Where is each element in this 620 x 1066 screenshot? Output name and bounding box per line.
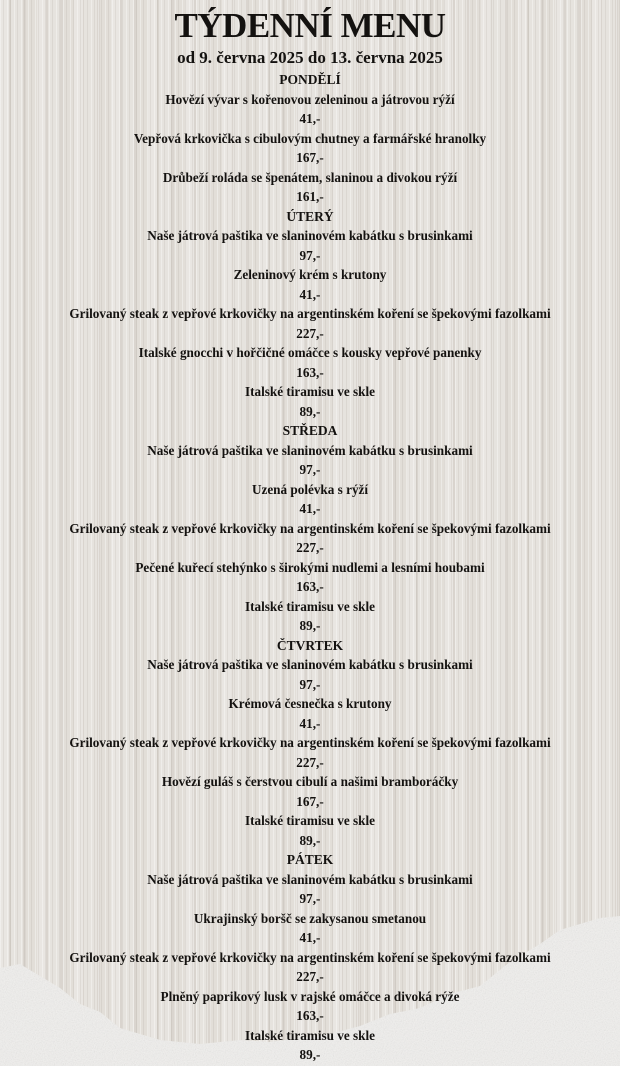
menu-item-name: Zeleninový krém s krutony — [233, 267, 387, 282]
menu-date-range: od 9. června 2025 do 13. června 2025 — [177, 48, 443, 67]
menu-item-price: 97,- — [299, 891, 321, 906]
menu-item-price: 161,- — [296, 189, 324, 204]
menu-days — [0, 70, 620, 1065]
menu-item-price: 89,- — [299, 1047, 321, 1062]
menu-item-price: 97,- — [299, 462, 321, 477]
menu-item-name: Krémová česnečka s krutony — [228, 696, 392, 711]
menu-item-price: 167,- — [296, 793, 324, 809]
menu-item-price: 227,- — [296, 325, 324, 341]
menu-item-price: 89,- — [299, 832, 321, 848]
menu-item-name: Vepřová krkovička s cibulovým chutney a farmářské hranolky — [133, 130, 487, 146]
menu-item-name: Grilovaný steak z vepřové krkovičky na argentinském koření se špekovými fazolkami — [69, 949, 551, 965]
day-section — [0, 850, 620, 1065]
menu-item-name: Naše játrová paštika ve slaninovém kabátku s brusinkami — [147, 442, 473, 458]
day-section — [0, 207, 620, 422]
menu-item-price: 41,- — [299, 111, 321, 126]
menu-item-name: Italské tiramisu ve skle — [244, 813, 376, 828]
menu-item-name: Grilovaný steak z vepřové krkovičky na argentinském koření se špekovými fazolkami — [69, 306, 551, 321]
menu-item-name: Grilovaný steak z vepřové krkovičky na argentinském koření se špekovými fazolkami — [69, 735, 551, 750]
menu-item-price: 227,- — [296, 754, 324, 770]
menu-item-price: 163,- — [296, 364, 324, 380]
day-heading: PÁTEK — [286, 852, 334, 867]
day-heading: ÚTERÝ — [286, 208, 334, 224]
day-heading: STŘEDA — [282, 423, 338, 438]
menu-item-name: Plněný paprikový lusk v rajské omáčce a divoká rýže — [160, 988, 460, 1004]
menu-item-name: Uzená polévka s rýží — [251, 481, 369, 497]
menu-item-name: Italské tiramisu ve skle — [244, 384, 376, 399]
day-heading: ČTVRTEK — [276, 637, 344, 653]
menu-item-name: Hovězí guláš s čerstvou cibulí a našimi bramboráčky — [161, 774, 459, 789]
menu-item-price: 89,- — [299, 403, 321, 419]
day-section — [0, 636, 620, 851]
menu-item-name: Drůbeží roláda se špenátem, slaninou a divokou rýží — [162, 169, 458, 185]
day-heading: PONDĚLÍ — [279, 72, 341, 87]
menu-item-price: 163,- — [296, 1008, 324, 1023]
menu-item-price: 41,- — [299, 715, 321, 731]
menu-title: TÝDENNÍ MENU — [174, 6, 446, 45]
menu-item-name: Italské tiramisu ve skle — [244, 1027, 376, 1043]
menu-item-name: Pečené kuřecí stehýnko s širokými nudlemi a lesními houbami — [135, 559, 485, 575]
menu-item-price: 97,- — [299, 676, 321, 692]
menu-item-name: Italské tiramisu ve skle — [244, 598, 376, 614]
menu-item-name: Ukrajinský boršč se zakysanou smetanou — [193, 910, 427, 926]
menu-item-price: 41,- — [299, 930, 321, 945]
menu-item-price: 163,- — [296, 579, 324, 594]
menu-item-name: Naše játrová paštika ve slaninovém kabátku s brusinkami — [147, 228, 473, 243]
menu-item-name: Naše játrová paštika ve slaninovém kabátku s brusinkami — [147, 657, 473, 672]
menu-item-price: 227,- — [296, 540, 324, 555]
menu-item-price: 41,- — [299, 501, 321, 516]
menu-item-price: 41,- — [299, 286, 321, 302]
menu-item-name: Naše játrová paštika ve slaninovém kabátku s brusinkami — [147, 871, 473, 887]
menu-item-price: 89,- — [299, 618, 321, 633]
menu-item-price: 167,- — [296, 150, 324, 165]
day-section — [0, 421, 620, 636]
menu-item-name: Italské gnocchi v hořčičné omáčce s kousky vepřové panenky — [138, 345, 482, 360]
menu-item-name: Hovězí vývar s kořenovou zeleninou a játrovou rýží — [165, 91, 455, 107]
menu-item-price: 227,- — [296, 969, 324, 984]
day-section — [0, 70, 620, 207]
menu-item-price: 97,- — [299, 247, 321, 263]
menu-item-name: Grilovaný steak z vepřové krkovičky na argentinském koření se špekovými fazolkami — [69, 520, 551, 536]
